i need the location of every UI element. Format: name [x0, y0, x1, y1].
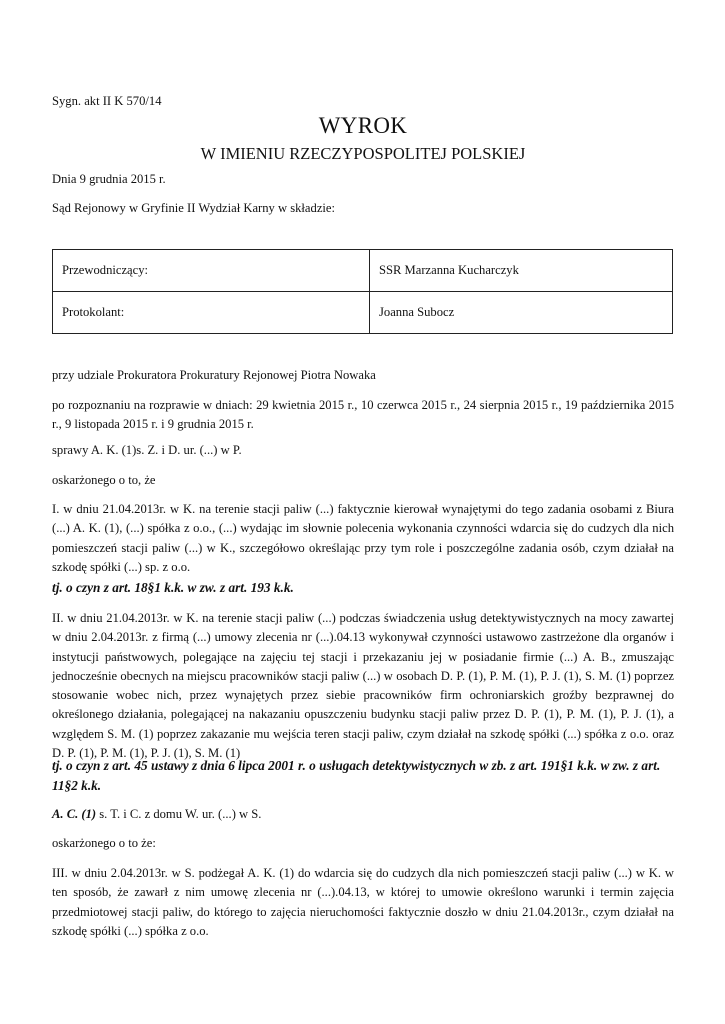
case-signature: Sygn. akt II K 570/14 [52, 94, 162, 108]
name-cell: Joanna Subocz [370, 292, 673, 334]
prosecutor-line: przy udziale Prokuratora Prokuratury Rejonowej Piotra Nowaka [52, 368, 376, 382]
name-cell: SSR Marzanna Kucharczyk [370, 250, 673, 292]
role-cell: Przewodniczący: [53, 250, 370, 292]
second-accused [52, 805, 674, 824]
charge-paragraph: III. w dniu 2.04.2013r. w S. podżegał A. K. (1) do wdarcia się do cudzych dla nich pomieszczeń stacji paliw (...) w K. w ten sposób, że zawarł z nim umowę zlecenia nr (...).04.13, w której to umowie określono warunki i termin zajęcia przedmiotowej stacji paliw, do którego to zajęcia nieruchomości faktycznie doszło w dniu 21.04.2013r., czym działał na szkodę spółki (...) spółka z o.o. [52, 866, 674, 938]
document-subtitle: W IMIENIU RZECZYPOSPOLITEJ POLSKIEJ [200, 144, 526, 163]
second-accused-name: A. C. (1) [52, 807, 97, 821]
legal-basis: tj. o czyn z art. 18§1 k.k. w zw. z art. 193 k.k. [52, 580, 294, 595]
case-parties: sprawy A. K. (1)s. Z. i D. ur. (...) w P. [52, 443, 242, 457]
table-row [53, 292, 673, 334]
accused-intro: oskarżonego o to że: [52, 836, 156, 850]
judgment-date: Dnia 9 grudnia 2015 r. [52, 172, 166, 186]
court-intro: Sąd Rejonowy w Gryfinie II Wydział Karny w składzie: [52, 201, 335, 215]
second-accused-details: s. T. i C. z domu W. ur. (...) w S. [96, 807, 262, 821]
accused-intro: oskarżonego o to, że [52, 473, 156, 487]
charge-paragraph: II. w dniu 21.04.2013r. w K. na terenie stacji paliw (...) podczas świadczenia usług detektywistycznych na mocy zawartej w dniu 2.04.2013r. z firmą (...) umowy zlecenia nr (...).04.13 wykonywał czynności ustawowo zastrzeżone dla organów i instytucji państwowych, polegające na zajęciu tej stacji i przekazaniu jej w posiadanie firmie (...) A. B., zmuszając jednocześnie obecnych na miejscu pracowników stacji paliw (...) w osobach D. P. (1), P. M. (1), P. J. (1), S. M. (1) poprzez stosowanie wobec nich, przez wynajętych przez siebie pracowników firm ochroniarskich groźby bezprawnej do określonego działania, polegającej na nakazaniu opuszczeniu budynku stacji paliw przez D. P. (1), P. M. (1), P. J. (1), a względem S. M. (1) poprzez zakazanie mu wejścia teren stacji paliw, czym działał na szkodę spółki (...) spółka z o.o. oraz D. P. (1), P. M. (1), P. J. (1), S. M. (1) [52, 611, 674, 761]
court-composition-table [52, 249, 673, 334]
role-cell: Protokolant: [53, 292, 370, 334]
charge-paragraph: I. w dniu 21.04.2013r. w K. na terenie stacji paliw (...) faktycznie kierował wynajętymi do tego zadania osobami z Biura (...) A. K. (1), (...) spółka z o.o., (...) wydając im słownie polecenia wykonania czynności wdarcia się do cudzych dla nich pomieszczeń stacji paliw (...) w K., szczegółowo określając przy tym role i poszczególne zadania osób, czym działał na szkodę spółki (...) sp. z o.o. [52, 502, 674, 574]
hearing-dates: po rozpoznaniu na rozprawie w dniach: 29 kwietnia 2015 r., 10 czerwca 2015 r., 24 sierpnia 2015 r., 19 października 2015 r., 9 listopada 2015 r. i 9 grudnia 2015 r. [52, 398, 674, 432]
document-title: WYROK [318, 113, 408, 138]
legal-basis: tj. o czyn z art. 45 ustawy z dnia 6 lipca 2001 r. o usługach detektywistycznych w zb. z art. 191§1 k.k. w zw. z art. 11§2 k.k. [52, 758, 661, 793]
table-row [53, 250, 673, 292]
